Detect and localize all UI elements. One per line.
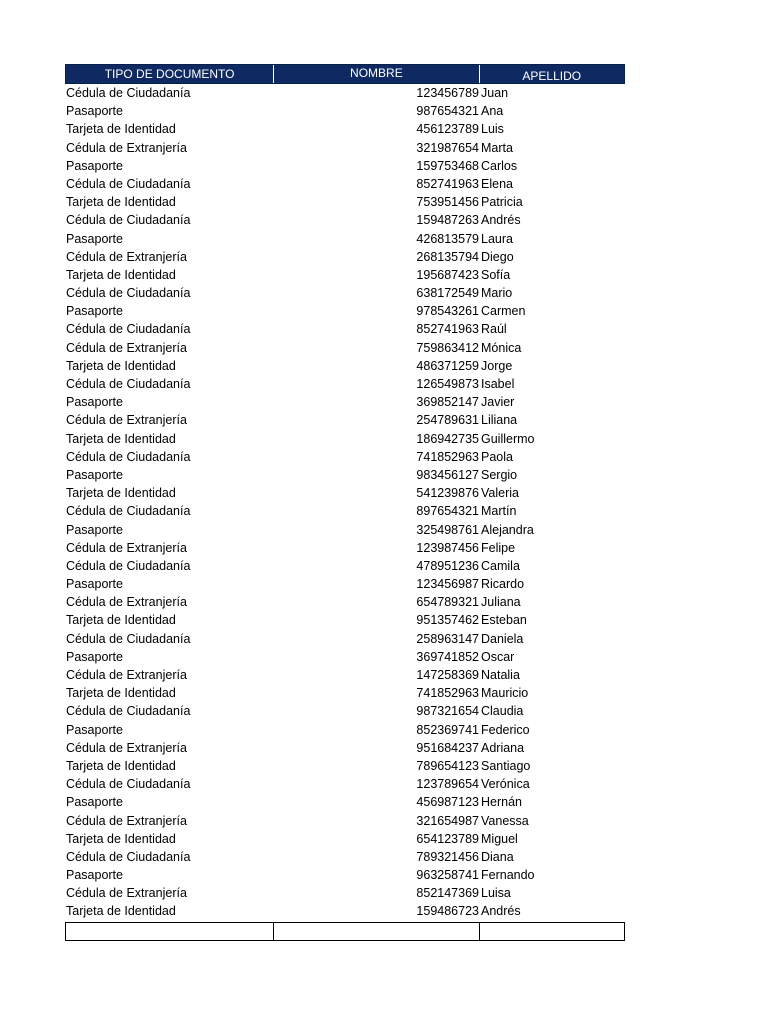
cell-tipo-documento: Cédula de Ciudadanía	[66, 377, 191, 391]
table-row	[65, 702, 625, 720]
cell-tipo-documento: Cédula de Ciudadanía	[66, 86, 191, 100]
cell-tipo-documento: Tarjeta de Identidad	[66, 122, 176, 137]
table-row	[65, 466, 625, 484]
cell-numero: 753951456	[416, 195, 479, 210]
cell-nombre: Fernando	[481, 868, 535, 883]
cell-tipo-documento: Tarjeta de Identidad	[66, 831, 176, 846]
cell-nombre: Andrés	[481, 213, 521, 228]
cell-tipo-documento: Tarjeta de Identidad	[66, 758, 176, 773]
empty-bordered-row	[65, 922, 625, 941]
cell-numero: 987654321	[416, 104, 479, 119]
cell-nombre: Miguel	[481, 831, 518, 846]
cell-numero: 983456127	[416, 467, 479, 482]
cell-numero: 978543261	[416, 304, 479, 319]
cell-tipo-documento: Cédula de Ciudadanía	[66, 631, 191, 646]
cell-nombre: Natalia	[481, 668, 520, 682]
cell-nombre: Federico	[481, 722, 530, 737]
table-row	[65, 284, 625, 302]
cell-numero: 159486723	[416, 904, 479, 919]
table-row	[65, 120, 625, 138]
cell-nombre: Sergio	[481, 467, 518, 482]
cell-numero: 951357462	[416, 613, 479, 628]
cell-nombre: Diana	[481, 849, 514, 864]
cell-nombre: Verónica	[481, 777, 530, 792]
table-row	[65, 557, 625, 575]
cell-tipo-documento: Cédula de Ciudadanía	[66, 213, 191, 228]
cell-nombre: Liliana	[481, 413, 518, 428]
cell-nombre: Paola	[481, 449, 513, 464]
table-row	[65, 484, 625, 502]
cell-nombre: Carmen	[481, 304, 526, 319]
empty-cell-nombre	[274, 923, 479, 940]
cell-numero: 123456789	[416, 86, 479, 100]
document-table	[65, 64, 625, 941]
cell-numero: 951684237	[416, 740, 479, 755]
table-row	[65, 157, 625, 175]
cell-nombre: Javier	[481, 395, 515, 410]
cell-tipo-documento: Cédula de Extranjería	[66, 668, 187, 682]
cell-tipo-documento: Cédula de Extranjería	[66, 540, 187, 555]
cell-numero: 254789631	[416, 413, 479, 428]
cell-tipo-documento: Cédula de Ciudadanía	[66, 176, 191, 191]
cell-tipo-documento: Pasaporte	[66, 158, 123, 173]
cell-tipo-documento: Cédula de Extranjería	[66, 740, 187, 755]
table-row	[65, 357, 625, 375]
cell-nombre: Luisa	[481, 886, 511, 901]
table-row	[65, 448, 625, 466]
cell-nombre: Mario	[481, 286, 513, 301]
cell-nombre: Diego	[481, 249, 514, 264]
cell-nombre: Camila	[481, 558, 520, 573]
cell-nombre: Laura	[481, 231, 513, 246]
cell-nombre: Juan	[481, 86, 509, 100]
table-row	[65, 775, 625, 793]
cell-tipo-documento: Cédula de Ciudadanía	[66, 849, 191, 864]
table-row	[65, 266, 625, 284]
cell-numero: 126549873	[416, 377, 479, 391]
cell-nombre: Esteban	[481, 613, 527, 628]
cell-tipo-documento: Cédula de Ciudadanía	[66, 286, 191, 301]
header-tipo-documento: TIPO DE DOCUMENTO	[66, 65, 274, 83]
cell-tipo-documento: Pasaporte	[66, 722, 123, 737]
cell-tipo-documento: Pasaporte	[66, 795, 123, 810]
cell-nombre: Isabel	[481, 377, 515, 391]
cell-tipo-documento: Cédula de Ciudadanía	[66, 449, 191, 464]
cell-nombre: Oscar	[481, 649, 515, 664]
cell-nombre: Patricia	[481, 195, 523, 210]
cell-numero: 987321654	[416, 704, 479, 719]
empty-cell-apellido	[480, 923, 624, 940]
table-row	[65, 830, 625, 848]
table-row	[65, 684, 625, 702]
cell-nombre: Felipe	[481, 540, 516, 555]
table-row	[65, 812, 625, 830]
table-row	[65, 575, 625, 593]
cell-numero: 541239876	[416, 486, 479, 501]
table-row	[65, 539, 625, 557]
table-row	[65, 793, 625, 811]
cell-numero: 897654321	[416, 504, 479, 519]
table-row	[65, 302, 625, 320]
cell-nombre: Adriana	[481, 740, 525, 755]
cell-numero: 654123789	[416, 831, 479, 846]
table-row	[65, 666, 625, 684]
cell-numero: 258963147	[416, 631, 479, 646]
cell-tipo-documento: Pasaporte	[66, 577, 123, 592]
table-row	[65, 339, 625, 357]
table-row	[65, 430, 625, 448]
cell-nombre: Vanessa	[481, 813, 529, 828]
cell-tipo-documento: Pasaporte	[66, 231, 123, 246]
table-row	[65, 230, 625, 248]
cell-numero: 369852147	[416, 395, 479, 410]
cell-numero: 456123789	[416, 122, 479, 137]
cell-numero: 159487263	[416, 213, 479, 228]
cell-nombre: Juliana	[481, 595, 521, 610]
header-nombre: NOMBRE	[274, 65, 479, 83]
cell-numero: 159753468	[416, 158, 479, 173]
cell-nombre: Alejandra	[481, 522, 534, 537]
cell-tipo-documento: Tarjeta de Identidad	[66, 613, 176, 628]
cell-tipo-documento: Tarjeta de Identidad	[66, 431, 176, 446]
table-row	[65, 648, 625, 666]
cell-tipo-documento: Tarjeta de Identidad	[66, 686, 176, 701]
cell-nombre: Santiago	[481, 758, 531, 773]
cell-numero: 123987456	[416, 540, 479, 555]
cell-numero: 195687423	[416, 267, 479, 282]
cell-tipo-documento: Cédula de Ciudadanía	[66, 322, 191, 337]
cell-tipo-documento: Pasaporte	[66, 868, 123, 883]
table-row	[65, 375, 625, 393]
cell-numero: 147258369	[416, 668, 479, 682]
cell-tipo-documento: Cédula de Extranjería	[66, 340, 187, 355]
cell-nombre: Claudia	[481, 704, 524, 719]
cell-nombre: Jorge	[481, 358, 513, 373]
cell-numero: 654789321	[416, 595, 479, 610]
cell-numero: 852741963	[416, 176, 479, 191]
cell-numero: 759863412	[416, 340, 479, 355]
table-row	[65, 211, 625, 229]
cell-numero: 123789654	[416, 777, 479, 792]
cell-tipo-documento: Pasaporte	[66, 395, 123, 410]
table-row	[65, 393, 625, 411]
table-row	[65, 320, 625, 338]
cell-nombre: Martín	[481, 504, 517, 519]
cell-tipo-documento: Cédula de Extranjería	[66, 140, 187, 155]
cell-nombre: Valeria	[481, 486, 519, 501]
cell-nombre: Andrés	[481, 904, 521, 919]
cell-numero: 789654123	[416, 758, 479, 773]
cell-nombre: Ana	[481, 104, 504, 119]
cell-numero: 852369741	[416, 722, 479, 737]
cell-numero: 321987654	[416, 140, 479, 155]
cell-tipo-documento: Pasaporte	[66, 304, 123, 319]
cell-numero: 325498761	[416, 522, 479, 537]
cell-numero: 426813579	[416, 231, 479, 246]
cell-numero: 321654987	[416, 813, 479, 828]
cell-tipo-documento: Tarjeta de Identidad	[66, 904, 176, 919]
cell-tipo-documento: Cédula de Extranjería	[66, 886, 187, 901]
cell-nombre: Elena	[481, 176, 513, 191]
table-row	[65, 866, 625, 884]
table-row	[65, 884, 625, 902]
table-row	[65, 848, 625, 866]
cell-nombre: Daniela	[481, 631, 524, 646]
table-row	[65, 175, 625, 193]
cell-tipo-documento: Pasaporte	[66, 104, 123, 119]
cell-tipo-documento: Tarjeta de Identidad	[66, 486, 176, 501]
cell-numero: 456987123	[416, 795, 479, 810]
cell-numero: 852741963	[416, 322, 479, 337]
cell-tipo-documento: Cédula de Ciudadanía	[66, 504, 191, 519]
cell-numero: 369741852	[416, 649, 479, 664]
cell-tipo-documento: Tarjeta de Identidad	[66, 358, 176, 373]
cell-numero: 789321456	[416, 849, 479, 864]
cell-tipo-documento: Cédula de Extranjería	[66, 813, 187, 828]
cell-nombre: Carlos	[481, 158, 518, 173]
cell-tipo-documento: Pasaporte	[66, 522, 123, 537]
table-row	[65, 757, 625, 775]
cell-tipo-documento: Cédula de Extranjería	[66, 413, 187, 428]
cell-numero: 186942735	[416, 431, 479, 446]
cell-nombre: Hernán	[481, 795, 522, 810]
cell-numero: 268135794	[416, 249, 479, 264]
cell-tipo-documento: Tarjeta de Identidad	[66, 267, 176, 282]
table-row	[65, 102, 625, 120]
cell-numero: 638172549	[416, 286, 479, 301]
cell-nombre: Guillermo	[481, 431, 535, 446]
cell-tipo-documento: Tarjeta de Identidad	[66, 195, 176, 210]
table-body	[65, 84, 625, 921]
table-row	[65, 248, 625, 266]
empty-cell-tipo	[66, 923, 274, 940]
table-row	[65, 902, 625, 920]
table-row	[65, 593, 625, 611]
table-row	[65, 739, 625, 757]
table-header	[65, 64, 625, 84]
cell-nombre: Mauricio	[481, 686, 529, 701]
cell-numero: 963258741	[416, 868, 479, 883]
cell-numero: 478951236	[416, 558, 479, 573]
header-apellido: APELLIDO	[522, 69, 582, 83]
cell-tipo-documento: Cédula de Ciudadanía	[66, 558, 191, 573]
table-row	[65, 411, 625, 429]
cell-numero: 123456987	[416, 577, 479, 592]
table-row	[65, 521, 625, 539]
cell-numero: 852147369	[416, 886, 479, 901]
table-row	[65, 139, 625, 157]
cell-nombre: Marta	[481, 140, 513, 155]
cell-tipo-documento: Cédula de Extranjería	[66, 249, 187, 264]
cell-nombre: Raúl	[481, 322, 507, 337]
cell-numero: 741852963	[416, 686, 479, 701]
table-row	[65, 721, 625, 739]
cell-tipo-documento: Cédula de Extranjería	[66, 595, 187, 610]
cell-tipo-documento: Cédula de Ciudadanía	[66, 777, 191, 792]
cell-nombre: Sofía	[481, 267, 511, 282]
cell-tipo-documento: Pasaporte	[66, 649, 123, 664]
cell-numero: 741852963	[416, 449, 479, 464]
table-row	[65, 611, 625, 629]
cell-numero: 486371259	[416, 358, 479, 373]
table-row	[65, 630, 625, 648]
table-row	[65, 84, 625, 102]
cell-tipo-documento: Pasaporte	[66, 467, 123, 482]
table-row	[65, 502, 625, 520]
cell-nombre: Mónica	[481, 340, 522, 355]
cell-nombre: Ricardo	[481, 577, 525, 592]
table-row	[65, 193, 625, 211]
cell-nombre: Luis	[481, 122, 504, 137]
cell-tipo-documento: Cédula de Ciudadanía	[66, 704, 191, 719]
